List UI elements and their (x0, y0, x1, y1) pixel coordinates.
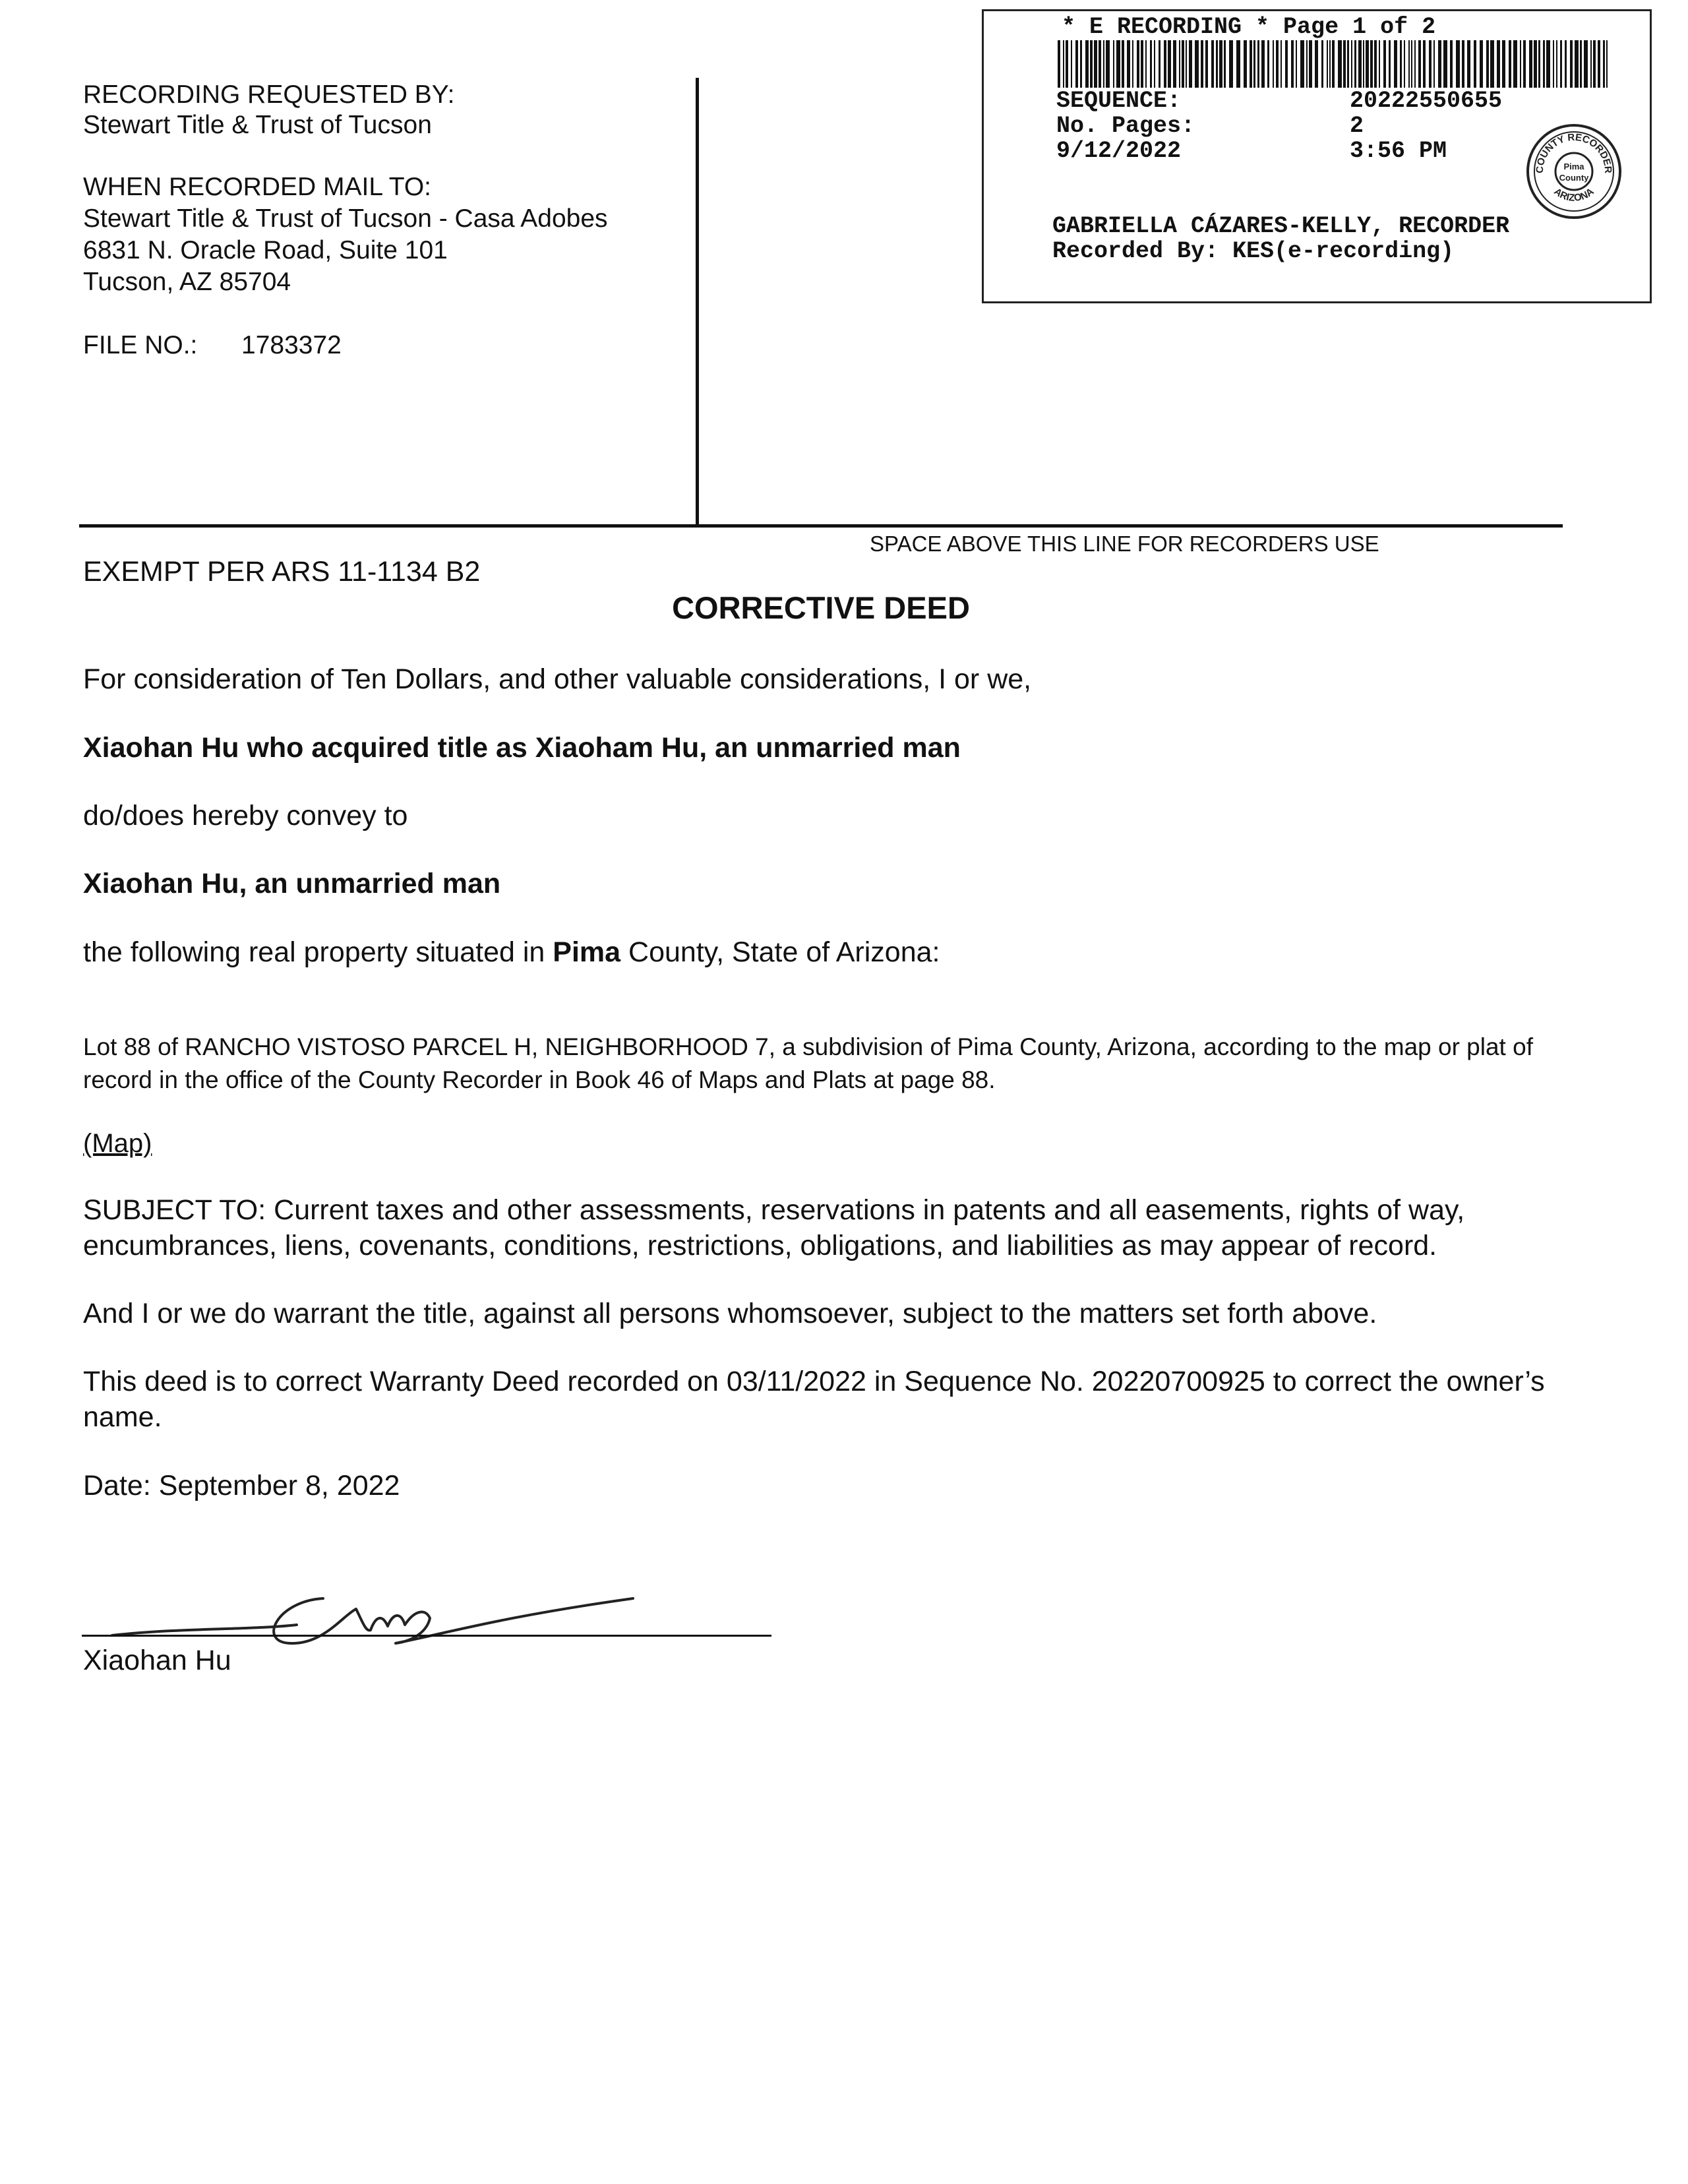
mail-to-label: WHEN RECORDED MAIL TO: (83, 173, 432, 201)
grantee-name: Xiaohan Hu, an unmarried man (83, 868, 501, 899)
signer-name: Xiaohan Hu (83, 1645, 231, 1676)
property-location-clause (83, 934, 940, 970)
signature-image (106, 1569, 646, 1655)
recording-date: 9/12/2022 (1056, 138, 1182, 164)
exemption-note: EXEMPT PER ARS 11-1134 B2 (83, 556, 481, 588)
svg-text:COUNTY RECORDER: COUNTY RECORDER (1534, 131, 1614, 174)
signature-line (82, 1635, 771, 1637)
property-state-text: County, State of Arizona: (620, 936, 940, 968)
property-county: Pima (553, 936, 621, 968)
county-recorder-seal-icon (1524, 122, 1623, 221)
file-no-label: FILE NO.: (83, 331, 198, 359)
recording-requested-label: RECORDING REQUESTED BY: (83, 80, 455, 109)
mail-to-name: Stewart Title & Trust of Tucson - Casa Adobes (83, 204, 608, 233)
svg-text:Pima: Pima (1563, 162, 1584, 171)
pages-value: 2 (1350, 113, 1364, 139)
map-reference-label: (Map) (83, 1129, 152, 1158)
header-divider-vertical (696, 78, 699, 526)
grantor-name: Xiaohan Hu who acquired title as Xiaoham Hu, an unmarried man (83, 732, 961, 764)
mail-to-address-line2: Tucson, AZ 85704 (83, 268, 291, 296)
warranty-clause: And I or we do warrant the title, against all persons whomsoever, subject to the matters set forth above. (83, 1298, 1377, 1329)
sequence-label: SEQUENCE: (1056, 88, 1182, 114)
recorder-name: GABRIELLA CÁZARES-KELLY, RECORDER (1052, 213, 1510, 239)
recording-requested-by: Stewart Title & Trust of Tucson (83, 111, 432, 139)
svg-text:ARIZONA: ARIZONA (1552, 185, 1596, 204)
consideration-clause: For consideration of Ten Dollars, and other valuable considerations, I or we, (83, 663, 1032, 695)
barcode-image (1058, 40, 1612, 88)
recorded-by: Recorded By: KES(e-recording) (1052, 238, 1455, 264)
recording-time: 3:56 PM (1350, 138, 1447, 164)
recording-banner: * E RECORDING * Page 1 of 2 (1062, 14, 1436, 40)
legal-description: Lot 88 of RANCHO VISTOSO PARCEL H, NEIGHBORHOOD 7, a subdivision of Pima County, Arizona, according to the map or plat of record in the office of the County Recorder in Book 46 of Maps and Plats at page 88. (83, 1033, 1533, 1093)
conveyance-clause: do/does hereby convey to (83, 800, 408, 832)
file-no-value: 1783372 (241, 331, 342, 359)
sequence-value: 20222550655 (1350, 88, 1503, 114)
deed-date: Date: September 8, 2022 (83, 1470, 400, 1502)
svg-text:County: County (1559, 173, 1589, 183)
property-intro-text: the following real property situated in (83, 936, 553, 968)
recorder-stamp-box (982, 9, 1652, 303)
pages-label: No. Pages: (1056, 113, 1195, 139)
recorders-use-note: SPACE ABOVE THIS LINE FOR RECORDERS USE (870, 531, 1379, 556)
document-title: CORRECTIVE DEED (672, 590, 970, 625)
correction-clause: This deed is to correct Warranty Deed recorded on 03/11/2022 in Sequence No. 20220700925 to correct the owner’s name. (83, 1366, 1545, 1433)
mail-to-address-line1: 6831 N. Oracle Road, Suite 101 (83, 236, 448, 264)
subject-to-clause: SUBJECT TO: Current taxes and other assessments, reservations in patents and all easements, rights of way, encumbrances, liens, covenants, conditions, restrictions, obligations, and liabilities as may appear of record. (83, 1194, 1465, 1261)
recorders-use-divider (79, 524, 1563, 528)
